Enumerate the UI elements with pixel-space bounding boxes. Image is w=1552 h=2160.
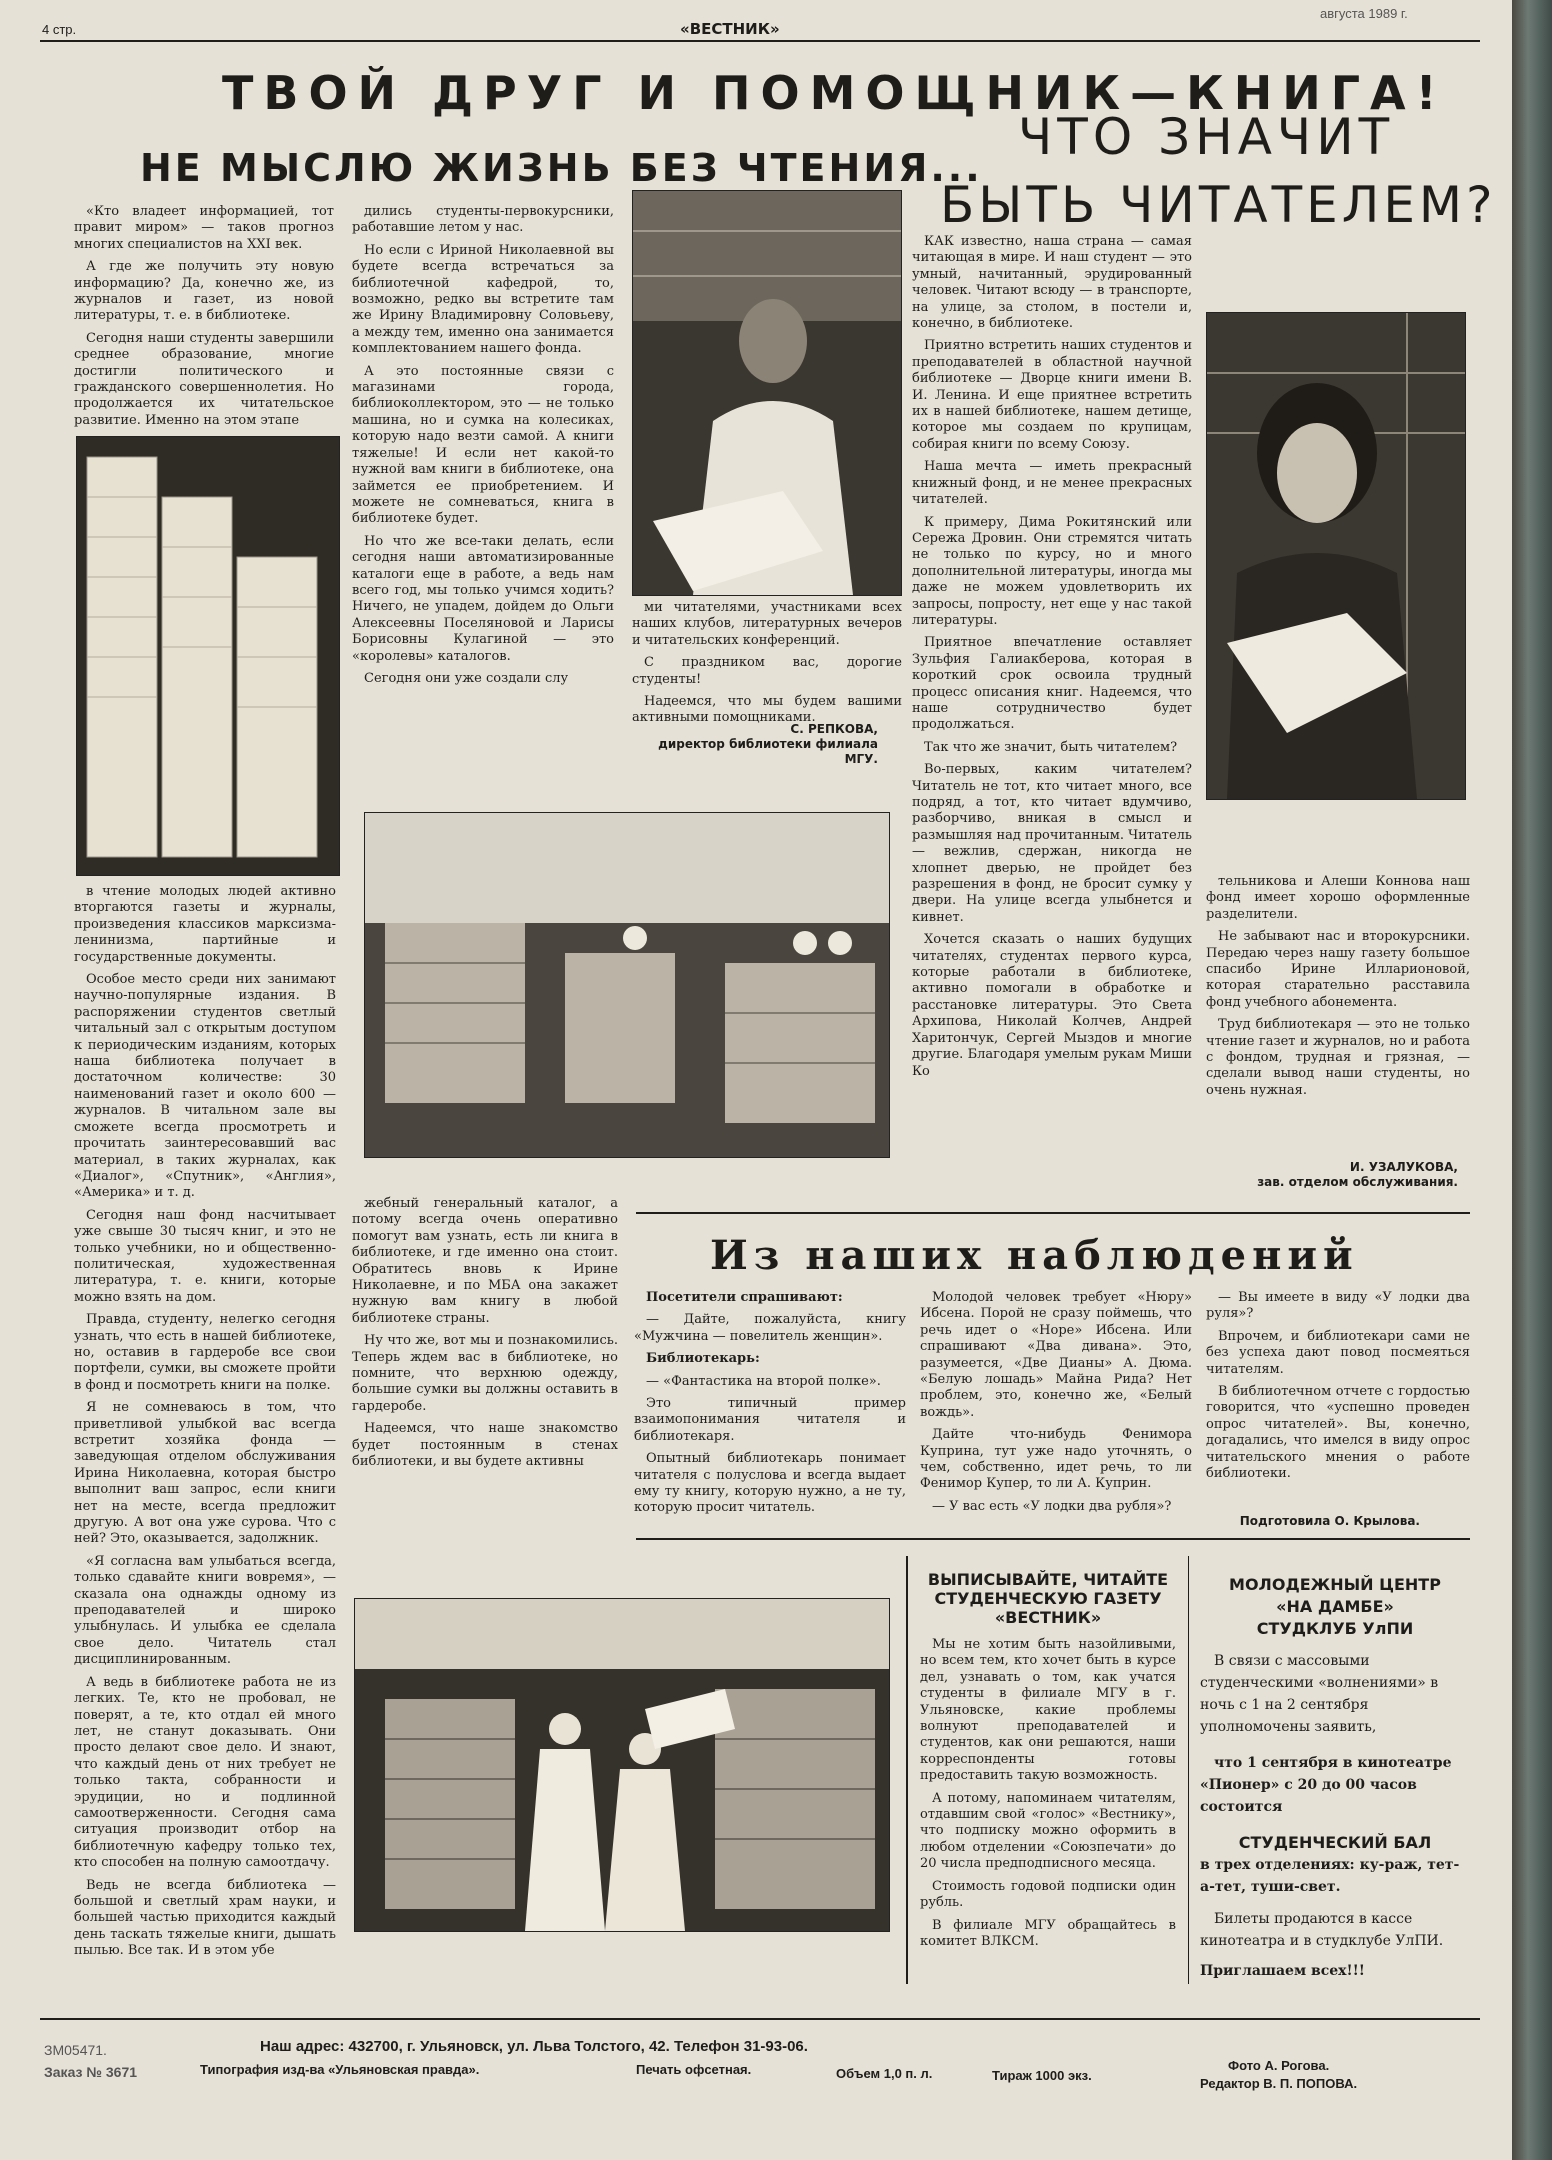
issue-date: августа 1989 г. <box>1320 6 1408 21</box>
paragraph: К примеру, Дима Рокитянский или Сережа Дровин. Они стремятся читать не только по курсу, но и много дополнительной литературы, иногда мы даже не можем удовлетворить их запросы, попросту, нет еще у нас такой литературы. <box>912 514 1192 628</box>
paragraph: Приятно встретить наших студентов и преподавателей в областной научной библиотеке — Дворце книги имени В. И. Ленина. И еще приятнее встретить их в нашей библиотеке, нашем детище, которое мы создаем по крупицам, собирая книги по всему Союзу. <box>912 338 1192 452</box>
header-rule <box>40 40 1480 42</box>
subscribe-box <box>906 1556 1189 1984</box>
article1-title: НЕ МЫСЛЮ ЖИЗНЬ БЕЗ ЧТЕНИЯ... <box>140 146 983 190</box>
paragraph: В библиотечном отчете с гордостью говорится, что «успешно проведен опрос читателей». Вы, конечно, догадались, что имелся в виду опрос читательского мнения о работе библиотеки. <box>1206 1384 1470 1482</box>
photo-woman-with-book <box>1206 312 1466 800</box>
article1-col3 <box>632 600 902 733</box>
youth-center-text <box>1200 1650 1470 1982</box>
paragraph: — Дайте, пожалуйста, книгу «Мужчина — повелитель женщин». <box>634 1312 906 1344</box>
footer-address: Наш адрес: 432700, г. Ульяновск, ул. Льва Толстого, 42. Телефон 31-93-06. <box>260 2038 808 2055</box>
paragraph: КАК известно, наша страна — самая читающая в мире. И наш студент — это умный, начитанный, эрудированный человек. Читают всюду — в транспорте, на улице, за столом, в постели и, конечно, в библиотеке. <box>912 234 1192 332</box>
footer-printer: Типография изд-ва «Ульяновская правда». <box>200 2062 480 2077</box>
article1-col1-top <box>74 204 334 435</box>
paragraph: Но что же все-таки делать, если сегодня наши автоматизированные каталоги еще в работе, а ведь нам всего год, мы только учимся ходить? Ничего, не упадем, дойдем до Ольги Алексеевны Поселяновой и Ларисы Борисовны Кулагиной — это «королевы» каталогов. <box>352 533 614 664</box>
paragraph: — Вы имеете в виду «У лодки два руля»? <box>1206 1290 1470 1322</box>
subscribe-title: ВЫПИСЫВАЙТЕ, ЧИТАЙТЕ СТУДЕНЧЕСКУЮ ГАЗЕТУ «ВЕСТНИК» <box>927 1570 1169 1627</box>
paragraph: дились студенты-первокурсники, работавшие летом у нас. <box>352 204 614 236</box>
section-rule <box>636 1212 1470 1214</box>
paragraph: что 1 сентября в кинотеатре «Пионер» с 20 до 00 часов состоится <box>1200 1755 1452 1815</box>
paragraph: А это постоянные связи с магазинами города, библиоколлектором, это — не только машина, но и сумка на колесиках, которую надо везти самой. А книги тяжелые! И если нет какой-то нужной вам книги в библиотеке, она займется ее приобретением. И можете не сомневаться, книга в библиотеке будет. <box>352 363 614 527</box>
paragraph: А где же получить эту новую информацию? Да, конечно же, из журналов и газет, из новой литературы, т. е. в библиотеке. <box>74 259 334 324</box>
paragraph: — «Фантастика на второй полке». <box>646 1373 881 1389</box>
footer-print-type: Печать офсетная. <box>636 2062 752 2077</box>
article2-col1 <box>912 234 1192 1086</box>
main-headline: ТВОЙ ДРУГ И ПОМОЩНИК—КНИГА! <box>222 66 1447 120</box>
article3-col3 <box>1206 1290 1470 1488</box>
paragraph: Наша мечта — иметь прекрасный книжный фонд, и не менее прекрасных читателей. <box>912 459 1192 508</box>
title-line: СТУДКЛУБ УлПИ <box>1256 1619 1414 1638</box>
title-line: МОЛОДЕЖНЫЙ ЦЕНТР <box>1229 1575 1441 1594</box>
label: Посетители спрашивают: <box>646 1290 843 1305</box>
photo-book-stacks <box>76 436 340 876</box>
paragraph: тельникова и Алеши Коннова наш фонд имеет хорошо оформленные разделители. <box>1206 874 1470 922</box>
photo-students-at-shelves <box>354 1598 890 1932</box>
paper-name-header: «ВЕСТНИК» <box>680 20 780 38</box>
footer-rule <box>40 2018 1480 2020</box>
footer-circulation: Тираж 1000 экз. <box>992 2068 1092 2083</box>
paragraph: А потому, напоминаем читателям, отдавшим свой «голос» «Вестнику», что подписку можно оформить в любом отделении «Союзпечати» до 20 числа предподписного месяца. <box>920 1790 1176 1872</box>
paragraph: В филиале МГУ обращайтесь в комитет ВЛКСМ. <box>920 1917 1176 1949</box>
paragraph: Во-первых, каким читателем? Читатель не тот, кто читает много, все подряд, а тот, кто читает вдумчиво, разборчиво, вникая в смысл и размышляя над прочитанным. Читатель — вежлив, сдержан, никогда не хлопнет дверью, не пройдет без разрешения в фонд, не бросит сумку у двери. На улице всегда улыбнется и кивнет. <box>912 762 1192 925</box>
article1-col2-top <box>352 204 614 693</box>
paragraph: Дайте что-нибудь Фенимора Куприна, тут уже надо уточнять, о чем, собственно, идет речь, то ли Фенимор Купер, то ли А. Куприн. <box>920 1427 1192 1492</box>
paragraph: Не забывают нас и второкурсники. Передаю через нашу газету большое спасибо Ирине Илларионовой, которая старательно расставила фонд учебного абонемента. <box>1206 929 1470 1010</box>
paragraph: ми читателями, участниками всех наших клубов, литературных вечеров и читательских конференций. <box>632 600 902 648</box>
paragraph: Сегодня наши студенты завершили среднее образование, многие достигли политического и гражданского совершеннолетия. Но продолжается их читательское развитие. Именно на этом этапе <box>74 330 334 428</box>
youth-center-title <box>1200 1556 1470 1640</box>
footer-editor: Редактор В. П. ПОПОВА. <box>1200 2076 1358 2091</box>
paragraph: в чтение молодых людей активно вторгаются газеты и журналы, произведения классиков марксизма-ленинизма, партийные и государственные документы. <box>74 884 336 965</box>
paragraph: А ведь в библиотеке работа не из легких. Те, кто не пробовал, не поверят, а те, кто отдал ей много лет, не станут доказывать. Они просто делают свое дело. И знают, что каждый день от них требует не только такта, собранности и эрудиции, но и подлинной самоотверженности. Сегодня сама ситуация производит отбор на библиотечную кафедру только тех, кто способен на полную самоотдачу. <box>74 1674 336 1871</box>
paragraph: Билеты продаются в кассе кинотеатра и в студклубе УлПИ. <box>1200 1911 1444 1949</box>
paragraph: Правда, студенту, нелегко сегодня узнать, что есть в нашей библиотеке, но, оставив в гардеробе все свои портфели, сумки, вы сможете пройти в фонд и посмотреть книги на полке. <box>74 1312 336 1393</box>
paragraph: Труд библиотекаря — это не только чтение газет и журналов, но и работа с фондом, трудная и грязная, — сделали вывод наши студенты, но очень нужная. <box>1206 1017 1470 1098</box>
paragraph: — У вас есть «У лодки два рубля»? <box>932 1498 1172 1514</box>
subscribe-text <box>908 1637 1188 1950</box>
invite-text: Приглашаем всех!!! <box>1200 1963 1365 1979</box>
paragraph: Ну что же, вот мы и познакомились. Теперь ждем вас в библиотеке, но помните, что верхнюю одежду, большие сумки вы должны оставить в гардеробе. <box>352 1333 618 1414</box>
ball-title: СТУДЕНЧЕСКИЙ БАЛ <box>1238 1833 1432 1852</box>
paragraph: С праздником вас, дорогие студенты! <box>632 655 902 687</box>
article1-col1-bottom <box>74 884 336 1966</box>
footer-order: Заказ № 3671 <box>44 2064 138 2080</box>
signature-name: И. УЗАЛУКОВА, <box>1349 1160 1458 1174</box>
paragraph: «Кто владеет информацией, тот правит миром» — таков прогноз многих специалистов на XXI век. <box>74 204 334 252</box>
signature-role: зав. отделом обслуживания. <box>1257 1175 1458 1189</box>
youth-center-box <box>1200 1556 1470 1984</box>
article2-title-line2: БЫТЬ ЧИТАТЕЛЕМ? <box>940 176 1497 234</box>
paragraph: Ведь не всегда библиотека — большой и светлый храм науки, и большей частью приходится каждый день таскать тяжелые книги, дышать пылью. Все так. И в этом убе <box>74 1877 336 1959</box>
paragraph: Особое место среди них занимают научно-популярные издания. В распоряжении студентов светлый читальный зал с открытым доступом к периодическим изданиям, которых наша библиотека получает в достаточном количестве: 30 наименований газет и около 600 — журналов. В читальном зале вы сможете всегда просмотреть и прочитать заинтересовавший вас материал, в таких журналах, как «Диалог», «Спутник», «Англия», «Америка» и т. д. <box>74 972 336 1201</box>
footer-photo: Фото А. Рогова. <box>1228 2058 1330 2073</box>
article1-col2-bottom <box>352 1196 618 1477</box>
article3-col1 <box>634 1290 906 1523</box>
paragraph: Так что же значит, быть читателем? <box>924 739 1178 755</box>
paragraph: жебный генеральный каталог, а потому всегда очень оперативно помогут вам узнать, есть ли книга в библиотеке, и где именно она стоит. Обратитесь вновь к Ирине Николаевне, и по МБА она закажет нужную вам книгу в любой библиотеке страны. <box>352 1196 618 1326</box>
section-rule <box>636 1538 1470 1540</box>
paragraph: Молодой человек требует «Нюру» Ибсена. Порой не сразу поймешь, что речь идет о «Норе» Ибсена. Или спрашивают «Два дивана». Это, разумеется, «Две Дианы» А. Дюма. «Белую лошадь» Майна Рида? Нет проблем, это, конечно же, «Белый вождь». <box>920 1290 1192 1420</box>
paragraph: Но если с Ириной Николаевной вы будете всегда встречаться за библиотечной кафедрой, то, возможно, редко вы встретите там же Ирину Владимировну Соловьеву, а между тем, именно она занимается комплектованием нашего фонда. <box>352 242 614 357</box>
paragraph: Я не сомневаюсь в том, что приветливой улыбкой вас всегда встретит хозяйка фонда — заведующая отделом обслуживания Ирина Николаевна, которая быстро выполнит ваш запрос, если книги нет на месте, всегда предложит другую. А вот она уже сурова. Что с ней? Это, оказывается, задолжник. <box>74 1400 336 1547</box>
photo-man-at-desk <box>632 190 902 596</box>
article3-signature: Подготовила О. Крылова. <box>1239 1514 1420 1528</box>
paragraph: Хочется сказать о наших будущих читателях, студентах первого курса, которые работали в библиотеке, активно помогали в обработке и расстановке литературы. Это Света Архипова, Николай Колчев, Андрей Харитончук, Сергей Мыздов и многие другие. Благодаря умелым рукам Миши Ко <box>912 932 1192 1079</box>
article2-col2 <box>1206 874 1470 1105</box>
paragraph: Приятное впечатление оставляет Зульфия Галиакберова, которая в короткий срок освоила трудный процесс описания книг. Надеемся, что наше сотрудничество будет продолжаться. <box>912 635 1192 733</box>
article3-title: Из наших наблюдений <box>710 1232 1359 1279</box>
signature-role: директор библиотеки филиала МГУ. <box>658 737 878 766</box>
paragraph: Сегодня они уже создали слу <box>364 670 569 686</box>
paragraph: в трех отделениях: ку-раж, тет-а-тет, туши-свет. <box>1200 1857 1460 1895</box>
paragraph: Надеемся, что мы будем вашими активными помощниками. <box>632 694 902 726</box>
paragraph: Надеемся, что наше знакомство будет постоянным в стенах библиотеки, и вы будете активны <box>352 1421 618 1470</box>
signature-name: С. РЕПКОВА, <box>790 722 878 736</box>
paragraph: «Я согласна вам улыбаться всегда, только сдавайте книги вовремя», — сказала она однажды одному из преподавателей и широко улыбнулась. И улыбка ее сделала свое дело. Читатель стал дисциплинированным. <box>74 1553 336 1668</box>
label: Библиотекарь: <box>646 1351 760 1367</box>
article2-title-line1: ЧТО ЗНАЧИТ <box>1018 108 1395 166</box>
page-number: 4 стр. <box>42 22 77 37</box>
paragraph: В связи с массовыми студенческими «волнениями» в ночь с 1 на 2 сентября уполномочены заявить, <box>1200 1653 1439 1735</box>
footer-volume: Объем 1,0 п. л. <box>836 2066 933 2081</box>
title-line: «НА ДАМБЕ» <box>1276 1597 1394 1616</box>
binder-edge <box>1512 0 1552 2160</box>
article3-col2 <box>920 1290 1192 1521</box>
paragraph: Сегодня наш фонд насчитывает уже свыше 30 тысяч книг, и это не только учебники, но и общественно-политическая, художественная литература, т. е. книги, которые можно взять на дом. <box>74 1207 336 1305</box>
paragraph: Это типичный пример взаимопонимания читателя и библиотекаря. <box>634 1396 906 1444</box>
article1-signature <box>630 722 878 767</box>
paragraph: Опытный библиотекарь понимает читателя с полуслова и всегда выдает ему ту книгу, которую нужно, а не ту, которую просит читатель. <box>634 1451 906 1516</box>
footer-code: ЗМ05471. <box>44 2042 107 2058</box>
article2-signature <box>1200 1160 1458 1190</box>
paragraph: Мы не хотим быть назойливыми, но всем тем, кто хочет быть в курсе дел, узнавать о том, как учатся студенты в филиале МГУ в г. Ульяновске, какие проблемы волнуют преподавателей и студентов, как они решаются, наши корреспонденты готовы предоставить такую возможность. <box>920 1637 1176 1784</box>
paragraph: Впрочем, и библиотекари сами не без успеха дают повод посмеяться читателям. <box>1206 1328 1470 1377</box>
photo-reading-room <box>364 812 890 1158</box>
paragraph: Стоимость годовой подписки один рубль. <box>920 1878 1176 1911</box>
